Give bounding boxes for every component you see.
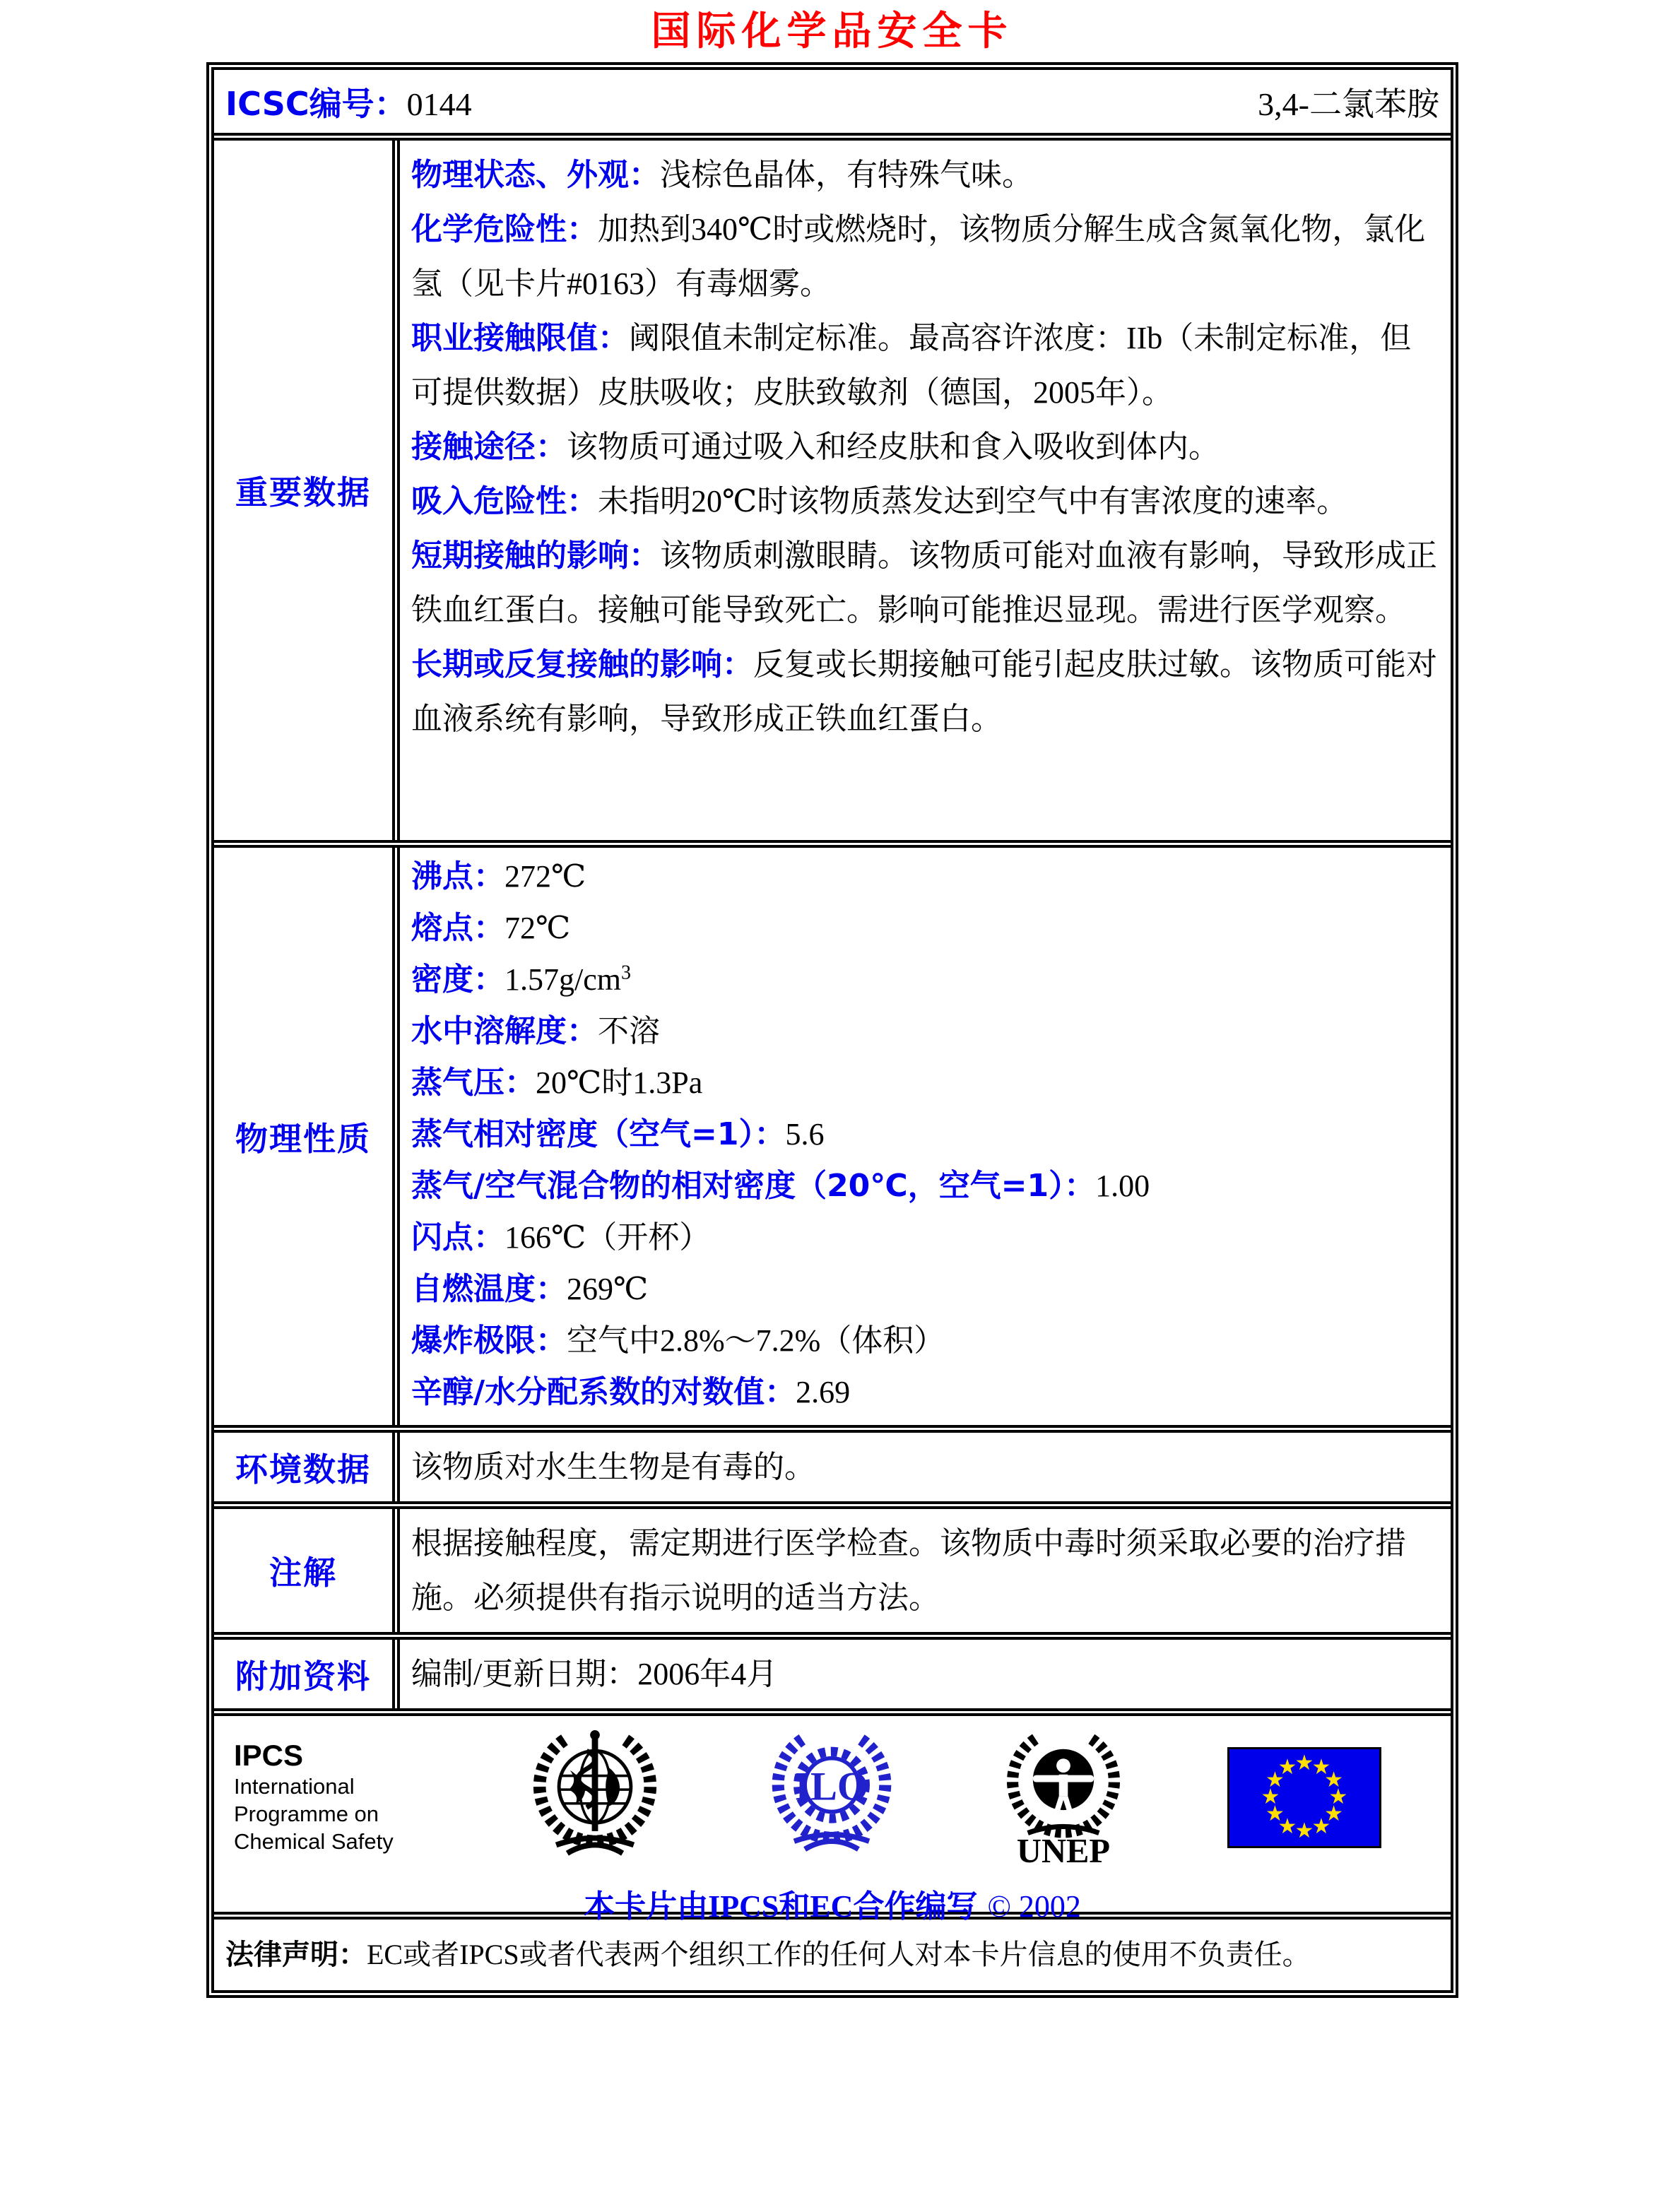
icsc-card-table: [206, 62, 1458, 1998]
property-label: 密度：: [411, 962, 504, 998]
property-label: 水中溶解度：: [411, 1013, 598, 1049]
eu-star-icon: ★: [1294, 1818, 1314, 1843]
physical-property-row: [411, 1160, 1439, 1212]
eu-star-icon: ★: [1261, 1785, 1280, 1809]
chemical-name: 3,4-二氯苯胺: [1258, 85, 1439, 122]
property-value: 166℃（开杯）: [504, 1220, 711, 1255]
property-value: 20℃时1.3Pa: [536, 1065, 703, 1100]
paragraph-text: 阈限值未制定标准。最高容许浓度：IIb（未制定标准，但可提供数据）皮肤吸收；皮肤致敏剂（德国，2005年）。: [411, 321, 1412, 410]
section-label-important-data: 重要数据: [235, 473, 371, 511]
eu-star-icon: ★: [1277, 1755, 1297, 1780]
icsc-number-label: ICSC编号：: [225, 84, 407, 123]
legal-notice-label: 法律声明：: [225, 1939, 367, 1971]
paragraph-text: 该物质刺激眼睛。该物质可能对血液有影响，导致形成正铁血红蛋白。接触可能导致死亡。影响可能推迟显现。需进行医学观察。: [411, 538, 1437, 627]
card-header-row: [214, 70, 1451, 141]
property-value: 5.6: [785, 1117, 825, 1152]
property-label: 蒸气/空气混合物的相对密度（20℃，空气=1）：: [411, 1168, 1096, 1204]
paragraph-label: 短期接触的影响：: [411, 538, 660, 574]
ipcs-line-3: Chemical Safety: [234, 1829, 394, 1854]
physical-property-row: [411, 1263, 1439, 1315]
property-label: 熔点：: [411, 910, 504, 946]
caption-text: 本卡片由IPCS和EC合作编写: [584, 1889, 978, 1924]
property-label: 辛醇/水分配系数的对数值：: [411, 1374, 796, 1410]
important-data-paragraph: [411, 311, 1439, 420]
paragraph-label: 化学危险性：: [411, 211, 598, 247]
property-label: 爆炸极限：: [411, 1323, 567, 1359]
important-data-paragraphs: [392, 141, 1451, 840]
property-value: 空气中2.8%～7.2%（体积）: [567, 1323, 945, 1358]
physical-property-row: [411, 1108, 1439, 1160]
section-physical-properties: [214, 848, 1451, 1433]
unep-logo-icon: [1000, 1729, 1127, 1871]
additional-info-text: 编制/更新日期：2006年4月: [392, 1640, 1451, 1708]
property-value: 不溶: [598, 1014, 660, 1048]
eu-flag-icon: [1227, 1747, 1381, 1848]
eu-star-icon: ★: [1311, 1755, 1331, 1780]
page-title: 国际化学品安全卡: [651, 8, 1013, 54]
physical-property-row: [411, 1057, 1439, 1108]
section-label-environmental-data: 环境数据: [235, 1450, 371, 1489]
ipcs-acronym: IPCS: [234, 1739, 304, 1772]
property-value: 1.00: [1095, 1169, 1150, 1203]
notes-text: 根据接触程度，需定期进行医学检查。该物质中毒时须采取必要的治疗措施。必须提供有指示说明的适当方法。: [392, 1509, 1451, 1632]
section-label-physical-properties: 物理性质: [235, 1119, 371, 1158]
ipcs-line-2: Programme on: [234, 1802, 379, 1826]
important-data-paragraph: [411, 474, 1439, 528]
paragraph-text: 该物质可通过吸入和经皮肤和食入吸收到体内。: [567, 430, 1220, 464]
physical-property-row: [411, 1005, 1439, 1057]
property-label: 蒸气压：: [411, 1065, 536, 1101]
property-value-superscript: 3: [620, 962, 631, 984]
property-label: 沸点：: [411, 858, 504, 894]
physical-properties-list: [392, 848, 1451, 1425]
important-data-paragraph: [411, 528, 1439, 637]
property-value: $1.57g/cm^3$: [504, 962, 631, 997]
section-important-data: [214, 141, 1451, 848]
eu-star-icon: ★: [1265, 1802, 1285, 1826]
paragraph-label: 吸入危险性：: [411, 483, 598, 519]
property-value: 269℃: [567, 1272, 649, 1306]
paragraph-text: 未指明20℃时该物质蒸发达到空气中有害浓度的速率。: [598, 484, 1348, 519]
eu-star-icon: ★: [1324, 1802, 1344, 1826]
paragraph-label: 长期或反复接触的影响：: [411, 646, 753, 682]
paragraph-label: 接触途径：: [411, 429, 567, 465]
paragraph-text: 浅棕色晶体，有特殊气味。: [660, 158, 1033, 192]
eu-star-icon: ★: [1294, 1751, 1314, 1775]
section-notes: [214, 1509, 1451, 1640]
who-logo-icon: [526, 1729, 664, 1864]
ilo-monogram-text: ILO: [794, 1764, 869, 1809]
icsc-number-value: 0144: [406, 85, 472, 122]
important-data-paragraph: [411, 420, 1439, 474]
physical-property-row: [411, 1315, 1439, 1366]
ipcs-line-1: International: [234, 1774, 355, 1799]
paragraph-text: 加热到340℃时或燃烧时，该物质分解生成含氮氧化物，氯化氢（见卡片#0163）有毒烟雾。: [411, 212, 1426, 301]
physical-property-row: [411, 851, 1439, 902]
property-label: 闪点：: [411, 1219, 504, 1255]
paragraph-label: 职业接触限值：: [411, 320, 629, 356]
property-label: 自燃温度：: [411, 1271, 567, 1307]
eu-star-icon: ★: [1328, 1785, 1348, 1809]
ilo-logo-icon: [765, 1729, 899, 1859]
environmental-data-text: 该物质对水生生物是有毒的。: [392, 1433, 1451, 1501]
physical-property-row: [411, 1366, 1439, 1418]
eu-star-icon: ★: [1265, 1768, 1285, 1792]
paragraph-label: 物理状态、外观：: [411, 157, 660, 193]
icsc-number-group: [225, 78, 472, 125]
eu-star-icon: ★: [1311, 1814, 1331, 1839]
physical-property-row: [411, 1212, 1439, 1263]
physical-property-row: [411, 954, 1439, 1005]
legal-notice-text: EC或者IPCS或者代表两个组织工作的任何人对本卡片信息的使用不负责任。: [367, 1939, 1311, 1970]
section-label-additional-info: 附加资料: [235, 1657, 371, 1696]
paragraph-text: 反复或长期接触可能引起皮肤过敏。该物质可能对血液系统有影响，导致形成正铁血红蛋白。: [411, 647, 1437, 736]
property-value: 2.69: [796, 1375, 851, 1409]
ipcs-text-block: [234, 1729, 425, 1855]
legal-notice-row: [214, 1920, 1451, 1990]
property-value: 72℃: [504, 911, 571, 945]
logos-strip: [234, 1729, 1431, 1871]
copyright-text: © 2002: [987, 1889, 1081, 1924]
property-value: 272℃: [504, 859, 586, 894]
eu-star-icon: ★: [1324, 1768, 1344, 1792]
physical-property-row: [411, 902, 1439, 954]
important-data-paragraph: [411, 637, 1439, 746]
important-data-paragraph: [411, 148, 1439, 202]
section-label-notes: 注解: [269, 1554, 337, 1592]
important-data-paragraph: [411, 202, 1439, 311]
eu-star-icon: ★: [1277, 1814, 1297, 1839]
section-environmental-data: [214, 1433, 1451, 1509]
logos-row: [214, 1716, 1451, 1924]
section-additional-info: [214, 1640, 1451, 1716]
property-label: 蒸气相对密度（空气=1）：: [411, 1116, 786, 1152]
unep-label-text: UNEP: [1016, 1831, 1110, 1867]
